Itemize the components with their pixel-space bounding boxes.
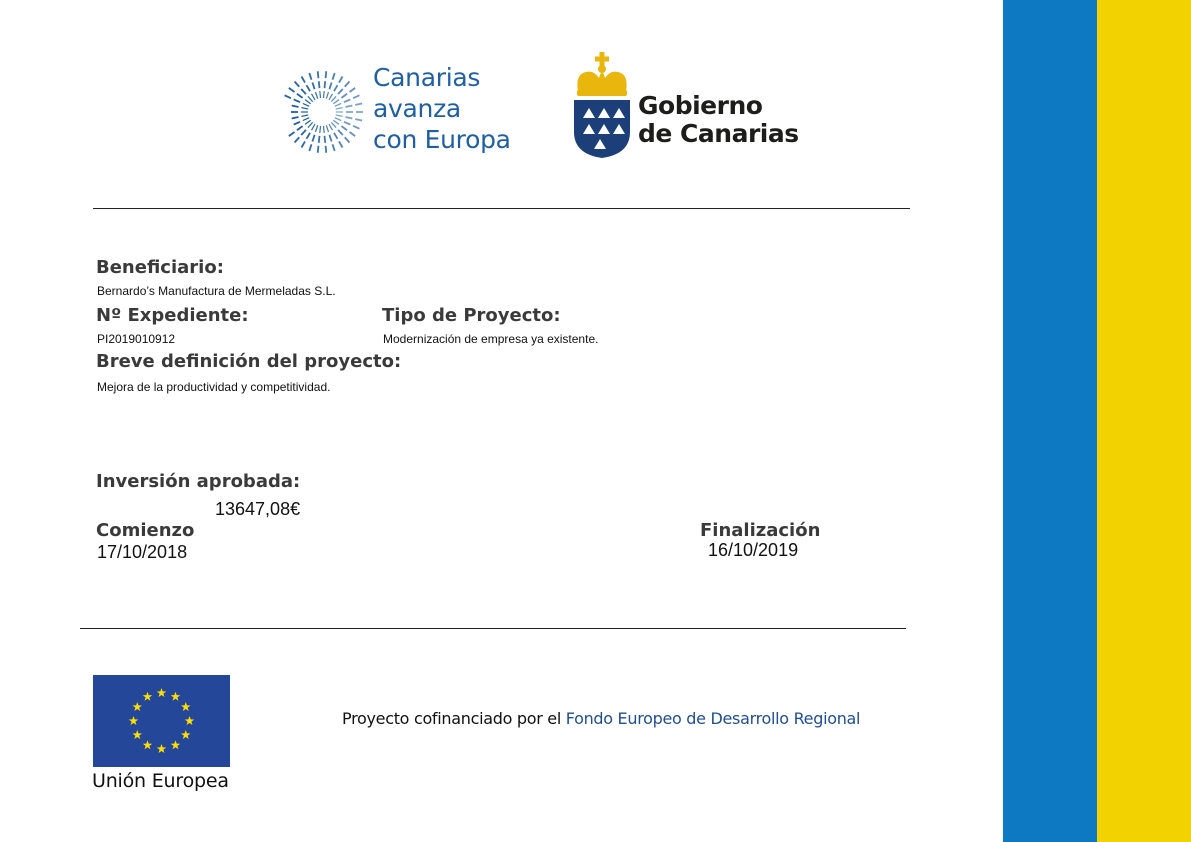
- spiral-dash: [325, 81, 326, 88]
- spiral-dash: [301, 130, 306, 135]
- cofin-fund-name: Fondo Europeo de Desarrollo Regional: [565, 709, 861, 728]
- spiral-dash: [295, 82, 300, 87]
- gob-line-1: Gobierno: [638, 91, 763, 120]
- spiral-dash: [312, 83, 314, 90]
- spiral-dash: [318, 71, 319, 78]
- spiral-dash: [334, 133, 338, 139]
- spiral-dash: [302, 76, 306, 82]
- canarias-avanza-wordmark: [373, 62, 511, 155]
- spiral-dash: [344, 122, 350, 125]
- spiral-dash: [334, 85, 338, 91]
- spiral-dash: [305, 120, 311, 124]
- spiral-dash: [341, 126, 347, 130]
- top-divider: [93, 208, 910, 209]
- gobierno-wordmark: [638, 92, 799, 148]
- spiral-dash: [326, 125, 328, 132]
- spiral-dash: [292, 117, 299, 118]
- spiral-dash: [297, 126, 303, 130]
- spiral-dash: [353, 95, 359, 98]
- spiral-dash: [333, 144, 335, 151]
- beneficiario-label: Beneficiario:: [96, 257, 224, 278]
- spiral-dash: [329, 94, 333, 100]
- gobierno-crest-icon: [572, 50, 632, 160]
- spiral-dash: [319, 81, 320, 88]
- spiral-dash: [316, 92, 318, 99]
- spiral-dash: [355, 119, 362, 120]
- gobierno-canarias-logo: [572, 50, 812, 160]
- spiral-dash: [297, 94, 303, 98]
- spiral-dash: [320, 126, 321, 133]
- spiral-dash: [326, 92, 328, 99]
- spiral-dash: [329, 83, 331, 90]
- spiral-dash: [339, 76, 343, 82]
- flag-stripe-yellow: [1097, 0, 1191, 842]
- spiral-dash: [331, 122, 336, 127]
- finalizacion-value: 16/10/2019: [708, 540, 799, 560]
- spiral-dash: [345, 117, 352, 118]
- spiral-dash: [319, 136, 320, 143]
- cae-line-3: con Europa: [373, 125, 511, 154]
- spiral-dash: [318, 146, 319, 153]
- spiral-dash: [307, 85, 311, 91]
- spiral-dash: [350, 132, 356, 136]
- tipo-proyecto-value: Modernización de empresa ya existente.: [383, 332, 599, 346]
- spiral-dash: [335, 118, 341, 121]
- spiral-dash: [333, 100, 339, 104]
- comienzo-label: Comienzo: [96, 520, 195, 541]
- canarias-spiral-icon: [278, 66, 366, 158]
- spiral-dash: [301, 115, 308, 116]
- spiral-dash: [331, 96, 336, 101]
- spiral-dash: [301, 108, 308, 109]
- spiral-dash: [320, 91, 321, 98]
- tipo-proyecto-label: Tipo de Proyecto:: [382, 305, 561, 326]
- spiral-dash: [294, 99, 300, 102]
- beneficiario-value: Bernardo’s Manufactura de Mermeladas S.L.: [97, 284, 336, 298]
- spiral-dash: [325, 136, 326, 143]
- spiral-dash: [307, 133, 311, 139]
- finalizacion-label: Finalización: [700, 520, 821, 541]
- spiral-dash: [323, 126, 324, 133]
- spiral-dash: [312, 135, 314, 142]
- spiral-dash: [308, 122, 313, 127]
- spiral-dash: [285, 95, 291, 98]
- definicion-value: Mejora de la productividad y competitividad.: [97, 380, 331, 394]
- spiral-dash: [289, 132, 295, 136]
- spiral-dash: [329, 135, 331, 142]
- spiral-dash: [323, 91, 324, 98]
- spiral-dash: [333, 120, 339, 124]
- spiral-dash: [355, 103, 362, 104]
- spiral-dash: [345, 82, 350, 87]
- spiral-dash: [295, 137, 300, 142]
- spiral-dash: [294, 122, 300, 125]
- spiral-dash: [303, 118, 309, 121]
- expediente-value: PI2019010912: [97, 332, 176, 346]
- spiral-dash: [338, 130, 343, 135]
- definicion-label: Breve definición del proyecto:: [96, 351, 402, 372]
- spiral-dash: [316, 125, 318, 132]
- cae-line-2: avanza: [373, 94, 461, 123]
- cofinanciado-statement: [342, 709, 860, 728]
- cofin-prefix: Proyecto cofinanciado por el: [342, 709, 561, 728]
- spiral-dash: [329, 124, 333, 130]
- spiral-dash: [341, 94, 347, 98]
- spiral-dash: [292, 106, 299, 107]
- spiral-dash: [305, 100, 311, 104]
- inversion-value: 13647,08€: [215, 499, 301, 519]
- expediente-label: Nº Expediente:: [96, 305, 249, 326]
- spiral-dash: [302, 141, 306, 147]
- spiral-dash: [312, 94, 316, 100]
- eu-caption: Unión Europea: [92, 770, 229, 792]
- bottom-divider: [80, 628, 906, 629]
- spiral-dash: [345, 106, 352, 107]
- spiral-dash: [301, 89, 306, 94]
- spiral-dash: [303, 103, 309, 106]
- spiral-dash: [335, 103, 341, 106]
- canarias-avanza-logo: [278, 62, 518, 162]
- spiral-dash: [336, 108, 343, 109]
- spiral-dash: [336, 115, 343, 116]
- spiral-dash: [289, 88, 295, 92]
- cae-line-1: Canarias: [373, 63, 481, 92]
- spiral-dash: [345, 137, 350, 142]
- spiral-dash: [353, 126, 359, 129]
- inversion-label: Inversión aprobada:: [96, 471, 301, 492]
- spiral-dash: [350, 88, 356, 92]
- spiral-dash: [326, 146, 327, 153]
- comienzo-value: 17/10/2018: [97, 542, 188, 562]
- spiral-dash: [333, 73, 335, 80]
- spiral-dash: [344, 99, 350, 102]
- spiral-dash: [309, 144, 311, 151]
- eu-flag-icon: [93, 675, 230, 767]
- spiral-dash: [308, 96, 313, 101]
- spiral-dash: [339, 141, 343, 147]
- spiral-dash: [312, 124, 316, 130]
- flag-stripe-blue: [1003, 0, 1097, 842]
- spiral-dash: [326, 71, 327, 78]
- gob-line-2: de Canarias: [638, 119, 799, 148]
- spiral-dash: [338, 89, 343, 94]
- spiral-dash: [309, 73, 311, 80]
